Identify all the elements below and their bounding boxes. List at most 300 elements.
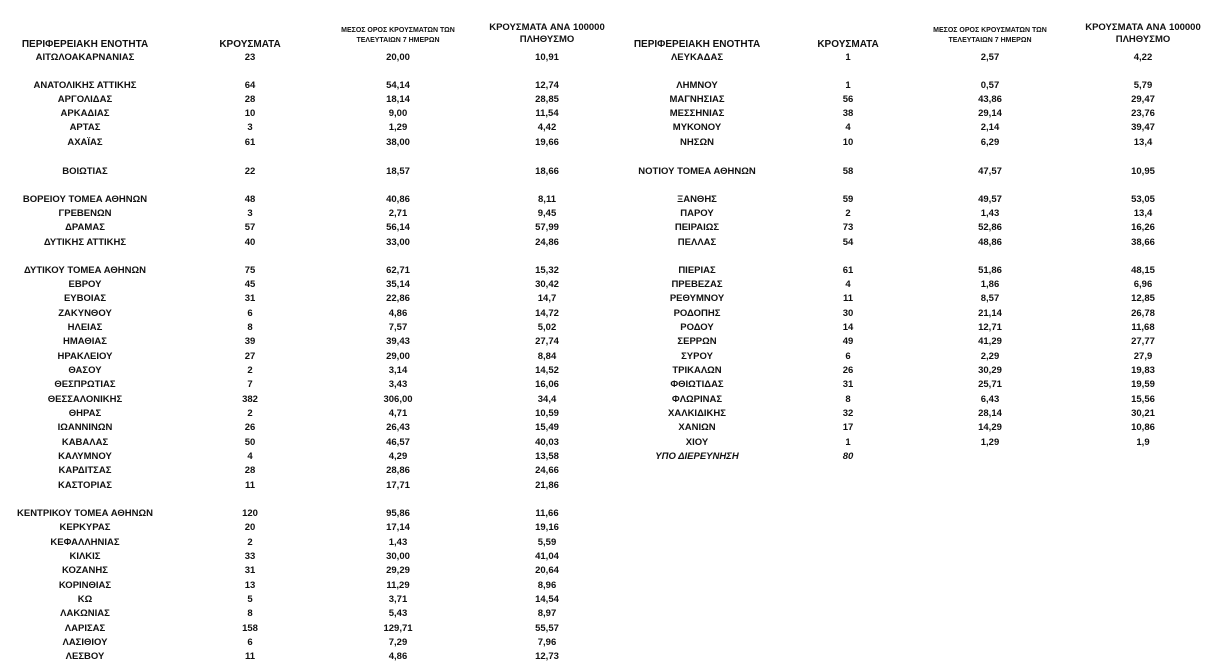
cell-cases: 64 [244, 80, 256, 91]
right-table-row [0, 379, 1222, 391]
cell-per100k: 14,52 [535, 365, 559, 376]
right-header-per100k-line1: ΚΡΟΥΣΜΑΤΑ ΑΝΑ 100000 [1085, 22, 1201, 33]
cell-per100k: 5,59 [537, 537, 557, 548]
right-table-row [0, 94, 1222, 106]
cell-per100k: 11,68 [1131, 322, 1155, 333]
cell-name: ΠΙΕΡΙΑΣ [678, 265, 716, 276]
cell-name: ΡΟΔΟΥ [680, 322, 714, 333]
cell-per100k: 10,59 [535, 408, 559, 419]
cell-cases: 10 [244, 108, 256, 119]
cell-per100k: 1,9 [1136, 437, 1150, 448]
right-table-row [0, 208, 1222, 220]
cell-per100k: 30,42 [535, 279, 559, 290]
right-header-avg7-line1: ΜΕΣΟΣ ΟΡΟΣ ΚΡΟΥΣΜΑΤΩΝ ΤΩΝ [933, 27, 1047, 34]
cell-name: ΕΒΡΟΥ [68, 279, 102, 290]
cell-cases: 28 [244, 94, 256, 105]
cell-cases: 48 [244, 194, 256, 205]
cell-avg7: 52,86 [978, 222, 1002, 233]
left-header-avg7-line2: ΤΕΛΕΥΤΑΙΩΝ 7 ΗΜΕΡΩΝ [356, 37, 440, 44]
right-header-per100k [1068, 22, 1218, 46]
left-table-row [0, 537, 1222, 549]
cell-name: ΚΑΡΔΙΤΣΑΣ [58, 465, 112, 476]
right-table-row [0, 222, 1222, 234]
cell-per100k: 57,99 [535, 222, 559, 233]
cell-avg7: 2,71 [388, 208, 408, 219]
cell-avg7: 41,29 [978, 336, 1002, 347]
cell-cases: 11 [244, 651, 256, 662]
right-table-row [0, 80, 1222, 92]
cell-name: ΑΙΤΩΛΟΑΚΑΡΝΑΝΙΑΣ [35, 52, 135, 63]
cell-avg7: 12,71 [978, 322, 1002, 333]
cell-avg7: 29,14 [978, 108, 1002, 119]
cell-avg7: 1,43 [388, 537, 408, 548]
cell-per100k: 12,73 [535, 651, 559, 662]
cell-name: ΔΥΤΙΚΟΥ ΤΟΜΕΑ ΑΘΗΝΩΝ [24, 265, 146, 276]
cell-cases: 6 [247, 308, 253, 319]
cell-avg7: 43,86 [978, 94, 1002, 105]
cell-cases: 5 [247, 594, 253, 605]
cell-avg7: 26,43 [386, 422, 410, 433]
cell-avg7: 14,29 [978, 422, 1002, 433]
left-header-per100k-line1: ΚΡΟΥΣΜΑΤΑ ΑΝΑ 100000 [489, 22, 605, 33]
cell-avg7: 40,86 [386, 194, 410, 205]
cell-cases: 13 [244, 580, 256, 591]
cell-cases: 73 [842, 222, 854, 233]
cell-name: ΣΕΡΡΩΝ [677, 336, 717, 347]
cell-name: ΑΧΑΪΑΣ [67, 137, 103, 148]
cell-avg7: 30,00 [386, 551, 410, 562]
cell-per100k: 10,91 [535, 52, 559, 63]
cell-name: ΛΑΚΩΝΙΑΣ [60, 608, 110, 619]
right-table-row [0, 137, 1222, 149]
cell-cases: 8 [845, 394, 851, 405]
cell-cases: 23 [244, 52, 256, 63]
cell-name: ΦΘΙΩΤΙΔΑΣ [670, 379, 724, 390]
cell-cases: 30 [842, 308, 854, 319]
cell-per100k: 53,05 [1131, 194, 1155, 205]
cell-cases: 4 [247, 451, 253, 462]
cell-per100k: 24,86 [535, 237, 559, 248]
cell-name: ΔΡΑΜΑΣ [65, 222, 105, 233]
cell-cases: 49 [842, 336, 854, 347]
cell-name: ΘΗΡΑΣ [68, 408, 102, 419]
right-table-row [0, 166, 1222, 178]
cell-name: ΛΑΡΙΣΑΣ [64, 623, 106, 634]
cell-cases: 54 [842, 237, 854, 248]
cell-per100k: 5,02 [537, 322, 557, 333]
left-table-row [0, 480, 1222, 492]
cell-name: ΣΥΡΟΥ [681, 351, 713, 362]
left-header-unit: ΠΕΡΙΦΕΡΕΙΑΚΗ ΕΝΟΤΗΤΑ [21, 39, 149, 50]
cell-avg7: 18,57 [386, 166, 410, 177]
cell-avg7: 54,14 [386, 80, 410, 91]
cell-cases: 26 [244, 422, 256, 433]
cell-avg7: 2,57 [980, 52, 1000, 63]
cell-cases: 61 [842, 265, 854, 276]
cell-per100k: 27,74 [535, 336, 559, 347]
cell-cases: 31 [244, 293, 256, 304]
cell-avg7: 39,43 [386, 336, 410, 347]
cell-avg7: 2,29 [980, 351, 1000, 362]
cell-cases: 6 [247, 637, 253, 648]
right-table-row [0, 437, 1222, 449]
cell-name: ΘΕΣΣΑΛΟΝΙΚΗΣ [47, 394, 123, 405]
cell-per100k: 15,56 [1131, 394, 1155, 405]
cell-avg7: 3,43 [388, 379, 408, 390]
cell-per100k: 30,21 [1131, 408, 1155, 419]
cell-cases: 28 [244, 465, 256, 476]
cell-avg7: 30,29 [978, 365, 1002, 376]
cell-per100k: 16,06 [535, 379, 559, 390]
cell-name: ΛΑΣΙΘΙΟΥ [62, 637, 108, 648]
cell-cases: 14 [842, 322, 854, 333]
cell-name: ΒΟΡΕΙΟΥ ΤΟΜΕΑ ΑΘΗΝΩΝ [22, 194, 148, 205]
cell-name: ΜΕΣΣΗΝΙΑΣ [669, 108, 725, 119]
cell-per100k: 5,79 [1133, 80, 1153, 91]
cell-per100k: 40,03 [535, 437, 559, 448]
cell-cases: 1 [845, 80, 851, 91]
cell-cases: 31 [244, 565, 256, 576]
cell-per100k: 13,4 [1133, 208, 1153, 219]
right-table-row [0, 336, 1222, 348]
cell-avg7: 17,71 [386, 480, 410, 491]
cell-per100k: 11,54 [535, 108, 559, 119]
cell-cases: 3 [247, 122, 253, 133]
cell-avg7: 95,86 [386, 508, 410, 519]
cell-per100k: 8,96 [537, 580, 557, 591]
right-header-avg7-line2: ΤΕΛΕΥΤΑΙΩΝ 7 ΗΜΕΡΩΝ [948, 37, 1032, 44]
right-table-row [0, 322, 1222, 334]
cell-cases: 4 [845, 279, 851, 290]
cell-avg7: 21,14 [978, 308, 1002, 319]
cell-cases: 45 [244, 279, 256, 290]
cell-cases: 58 [842, 166, 854, 177]
cell-per100k: 11,66 [535, 508, 559, 519]
right-table-row [0, 265, 1222, 277]
cell-avg7: 4,86 [388, 308, 408, 319]
cell-cases: 33 [244, 551, 256, 562]
left-table-row [0, 465, 1222, 477]
cell-per100k: 16,26 [1131, 222, 1155, 233]
cell-avg7: 17,14 [386, 522, 410, 533]
cell-per100k: 19,16 [535, 522, 559, 533]
cell-per100k: 9,45 [537, 208, 557, 219]
left-table-row [0, 623, 1222, 635]
cell-avg7: 29,29 [386, 565, 410, 576]
right-table-row [0, 308, 1222, 320]
left-table-row [0, 522, 1222, 534]
right-table-row [0, 108, 1222, 120]
cell-avg7: 33,00 [386, 237, 410, 248]
cell-per100k: 41,04 [535, 551, 559, 562]
cell-per100k: 12,74 [535, 80, 559, 91]
cell-name: ΑΡΤΑΣ [69, 122, 101, 133]
cell-cases: 40 [244, 237, 256, 248]
cell-name: ΝΟΤΙΟΥ ΤΟΜΕΑ ΑΘΗΝΩΝ [638, 166, 756, 177]
cell-avg7: 47,57 [978, 166, 1002, 177]
cell-cases: 61 [244, 137, 256, 148]
cell-per100k: 39,47 [1131, 122, 1155, 133]
cell-cases: 2 [247, 537, 253, 548]
cell-name: ΒΟΙΩΤΙΑΣ [62, 166, 108, 177]
cell-name: ΚΙΛΚΙΣ [69, 551, 101, 562]
cell-per100k: 55,57 [535, 623, 559, 634]
cell-name: ΑΝΑΤΟΛΙΚΗΣ ΑΤΤΙΚΗΣ [33, 80, 137, 91]
cell-per100k: 10,95 [1131, 166, 1155, 177]
cell-avg7: 1,29 [980, 437, 1000, 448]
cell-cases: 8 [247, 608, 253, 619]
cell-avg7: 7,29 [388, 637, 408, 648]
cell-name: ΤΡΙΚΑΛΩΝ [672, 365, 722, 376]
cell-cases: 17 [842, 422, 854, 433]
cell-name: ΘΕΣΠΡΩΤΙΑΣ [54, 379, 116, 390]
cell-name: ΜΥΚΟΝΟΥ [672, 122, 722, 133]
cell-name: ΥΠΟ ΔΙΕΡΕΥΝΗΣΗ [655, 451, 739, 462]
cell-name: ΚΩ [77, 594, 93, 605]
cell-cases: 120 [242, 508, 258, 519]
cell-avg7: 51,86 [978, 265, 1002, 276]
cell-per100k: 27,77 [1131, 336, 1155, 347]
cell-name: ΚΟΡΙΝΘΙΑΣ [58, 580, 112, 591]
cell-avg7: 3,71 [388, 594, 408, 605]
cell-avg7: 6,29 [980, 137, 1000, 148]
cell-avg7: 38,00 [386, 137, 410, 148]
cell-name: ΔΥΤΙΚΗΣ ΑΤΤΙΚΗΣ [43, 237, 127, 248]
cell-avg7: 5,43 [388, 608, 408, 619]
cell-per100k: 18,66 [535, 166, 559, 177]
cell-cases: 38 [842, 108, 854, 119]
cell-name: ΧΙΟΥ [685, 437, 709, 448]
cell-avg7: 3,14 [388, 365, 408, 376]
left-header-avg7 [318, 26, 478, 46]
cell-per100k: 13,4 [1133, 137, 1153, 148]
cell-avg7: 129,71 [383, 623, 413, 634]
cell-per100k: 12,85 [1131, 293, 1155, 304]
cell-name: ΚΑΛΥΜΝΟΥ [58, 451, 112, 462]
right-table-row [0, 279, 1222, 291]
cell-cases: 57 [244, 222, 256, 233]
cell-avg7: 49,57 [978, 194, 1002, 205]
cell-avg7: 11,29 [386, 580, 410, 591]
right-table-row [0, 408, 1222, 420]
cell-per100k: 15,49 [535, 422, 559, 433]
cell-name: ΑΡΚΑΔΙΑΣ [60, 108, 110, 119]
cell-avg7: 8,57 [980, 293, 1000, 304]
cell-avg7: 7,57 [388, 322, 408, 333]
right-table-row [0, 351, 1222, 363]
cell-cases: 31 [842, 379, 854, 390]
cell-cases: 8 [247, 322, 253, 333]
cell-cases: 56 [842, 94, 854, 105]
cell-cases: 2 [247, 365, 253, 376]
cell-avg7: 18,14 [386, 94, 410, 105]
cell-per100k: 19,66 [535, 137, 559, 148]
cell-name: ΕΥΒΟΙΑΣ [63, 293, 107, 304]
cell-name: ΑΡΓΟΛΙΔΑΣ [57, 94, 113, 105]
left-table-row [0, 608, 1222, 620]
cell-per100k: 15,32 [535, 265, 559, 276]
cell-name: ΧΑΛΚΙΔΙΚΗΣ [668, 408, 726, 419]
left-table-row [0, 580, 1222, 592]
cell-cases: 1 [845, 52, 851, 63]
cell-per100k: 23,76 [1131, 108, 1155, 119]
left-header-per100k-line2: ΠΛΗΘΥΣΜΟ [519, 34, 575, 45]
cell-cases: 11 [842, 293, 854, 304]
cell-per100k: 10,86 [1131, 422, 1155, 433]
cell-name: ΛΕΥΚΑΔΑΣ [670, 52, 724, 63]
cell-name: ΡΕΘΥΜΝΟΥ [669, 293, 725, 304]
cell-name: ΝΗΣΩΝ [680, 137, 714, 148]
cell-cases: 4 [845, 122, 851, 133]
cell-cases: 382 [242, 394, 258, 405]
cell-per100k: 8,97 [537, 608, 557, 619]
cell-per100k: 8,11 [538, 194, 556, 205]
cell-avg7: 306,00 [383, 394, 413, 405]
right-table-row [0, 394, 1222, 406]
cell-avg7: 4,29 [388, 451, 408, 462]
cell-cases: 22 [244, 166, 256, 177]
left-table-row [0, 594, 1222, 606]
cell-name: ΚΟΖΑΝΗΣ [62, 565, 108, 576]
cell-name: ΖΑΚΥΝΘΟΥ [58, 308, 112, 319]
cell-cases: 3 [247, 208, 253, 219]
cell-name: ΗΛΕΙΑΣ [67, 322, 103, 333]
right-table-row [0, 293, 1222, 305]
right-table-row [0, 194, 1222, 206]
cell-name: ΚΕΡΚΥΡΑΣ [59, 522, 111, 533]
cell-avg7: 28,86 [386, 465, 410, 476]
cell-per100k: 38,66 [1131, 237, 1155, 248]
cell-per100k: 4,42 [537, 122, 557, 133]
cell-per100k: 27,9 [1133, 351, 1153, 362]
cell-avg7: 56,14 [386, 222, 410, 233]
cell-cases: 2 [247, 408, 253, 419]
cell-cases: 20 [244, 522, 256, 533]
cell-avg7: 0,57 [980, 80, 1000, 91]
cell-avg7: 1,43 [980, 208, 1000, 219]
cell-avg7: 25,71 [978, 379, 1002, 390]
cell-per100k: 7,96 [537, 637, 557, 648]
cell-cases: 80 [842, 451, 854, 462]
cell-name: ΛΗΜΝΟΥ [676, 80, 718, 91]
cell-avg7: 6,43 [980, 394, 1000, 405]
cell-name: ΡΟΔΟΠΗΣ [673, 308, 721, 319]
cell-avg7: 62,71 [386, 265, 410, 276]
cell-avg7: 1,29 [388, 122, 408, 133]
cell-name: ΗΜΑΘΙΑΣ [63, 336, 107, 347]
cell-name: ΚΑΣΤΟΡΙΑΣ [58, 480, 112, 491]
right-table-row [0, 237, 1222, 249]
cell-name: ΙΩΑΝΝΙΝΩΝ [57, 422, 113, 433]
cell-per100k: 19,83 [1131, 365, 1155, 376]
cell-name: ΚΕΝΤΡΙΚΟΥ ΤΟΜΕΑ ΑΘΗΝΩΝ [17, 508, 153, 519]
left-table-row [0, 651, 1222, 663]
left-header-cases: ΚΡΟΥΣΜΑΤΑ [219, 39, 281, 50]
cell-cases: 59 [842, 194, 854, 205]
cell-cases: 11 [244, 480, 256, 491]
cell-cases: 6 [845, 351, 851, 362]
cell-per100k: 4,22 [1133, 52, 1153, 63]
cell-avg7: 35,14 [386, 279, 410, 290]
right-header-cases: ΚΡΟΥΣΜΑΤΑ [817, 39, 879, 50]
cell-per100k: 26,78 [1131, 308, 1155, 319]
cell-per100k: 21,86 [535, 480, 559, 491]
cell-per100k: 48,15 [1131, 265, 1155, 276]
cell-per100k: 20,64 [535, 565, 559, 576]
cell-cases: 32 [842, 408, 854, 419]
cell-avg7: 28,14 [978, 408, 1002, 419]
cell-name: ΚΕΦΑΛΛΗΝΙΑΣ [50, 537, 120, 548]
cell-avg7: 1,86 [980, 279, 1000, 290]
cell-name: ΠΕΙΡΑΙΩΣ [674, 222, 720, 233]
cell-cases: 50 [244, 437, 256, 448]
cell-cases: 158 [242, 623, 258, 634]
cell-name: ΞΑΝΘΗΣ [677, 194, 717, 205]
right-table-row [0, 365, 1222, 377]
cell-cases: 75 [244, 265, 256, 276]
cell-per100k: 8,84 [537, 351, 557, 362]
left-table-row [0, 551, 1222, 563]
cell-name: ΠΕΛΛΑΣ [677, 237, 717, 248]
cell-per100k: 34,4 [537, 394, 557, 405]
cell-avg7: 20,00 [386, 52, 410, 63]
cell-per100k: 14,7 [537, 293, 557, 304]
cell-avg7: 4,86 [388, 651, 408, 662]
cell-per100k: 19,59 [1131, 379, 1155, 390]
right-table-row [0, 451, 1222, 463]
cell-name: ΘΑΣΟΥ [68, 365, 102, 376]
cell-name: ΠΑΡΟΥ [680, 208, 714, 219]
cell-name: ΛΕΣΒΟΥ [65, 651, 105, 662]
left-header-avg7-line1: ΜΕΣΟΣ ΟΡΟΣ ΚΡΟΥΣΜΑΤΩΝ ΤΩΝ [341, 27, 455, 34]
cell-cases: 1 [845, 437, 851, 448]
right-table-row [0, 122, 1222, 134]
cell-per100k: 14,72 [535, 308, 559, 319]
cell-per100k: 6,96 [1133, 279, 1153, 290]
cell-name: ΓΡΕΒΕΝΩΝ [58, 208, 112, 219]
cell-name: ΜΑΓΝΗΣΙΑΣ [669, 94, 725, 105]
right-header-unit: ΠΕΡΙΦΕΡΕΙΑΚΗ ΕΝΟΤΗΤΑ [633, 39, 761, 50]
right-table-row [0, 52, 1222, 64]
cell-cases: 39 [244, 336, 256, 347]
left-table-row [0, 565, 1222, 577]
cell-cases: 10 [842, 137, 854, 148]
cell-per100k: 29,47 [1131, 94, 1155, 105]
cell-avg7: 48,86 [978, 237, 1002, 248]
cell-cases: 2 [845, 208, 851, 219]
right-header-per100k-line2: ΠΛΗΘΥΣΜΟ [1115, 34, 1171, 45]
cell-name: ΦΛΩΡΙΝΑΣ [671, 394, 723, 405]
cell-per100k: 14,54 [535, 594, 559, 605]
left-table-row [0, 508, 1222, 520]
cell-avg7: 29,00 [386, 351, 410, 362]
right-table-row [0, 422, 1222, 434]
cell-cases: 27 [244, 351, 256, 362]
cell-name: ΧΑΝΙΩΝ [678, 422, 716, 433]
cell-per100k: 24,66 [535, 465, 559, 476]
right-header-avg7 [915, 26, 1065, 46]
cell-avg7: 4,71 [388, 408, 408, 419]
cell-cases: 26 [842, 365, 854, 376]
cell-avg7: 22,86 [386, 293, 410, 304]
cell-cases: 7 [247, 379, 253, 390]
cell-per100k: 13,58 [535, 451, 559, 462]
cell-avg7: 2,14 [980, 122, 1000, 133]
cell-avg7: 9,00 [388, 108, 408, 119]
cell-per100k: 28,85 [535, 94, 559, 105]
left-table-row [0, 637, 1222, 649]
left-header-per100k [472, 22, 622, 46]
